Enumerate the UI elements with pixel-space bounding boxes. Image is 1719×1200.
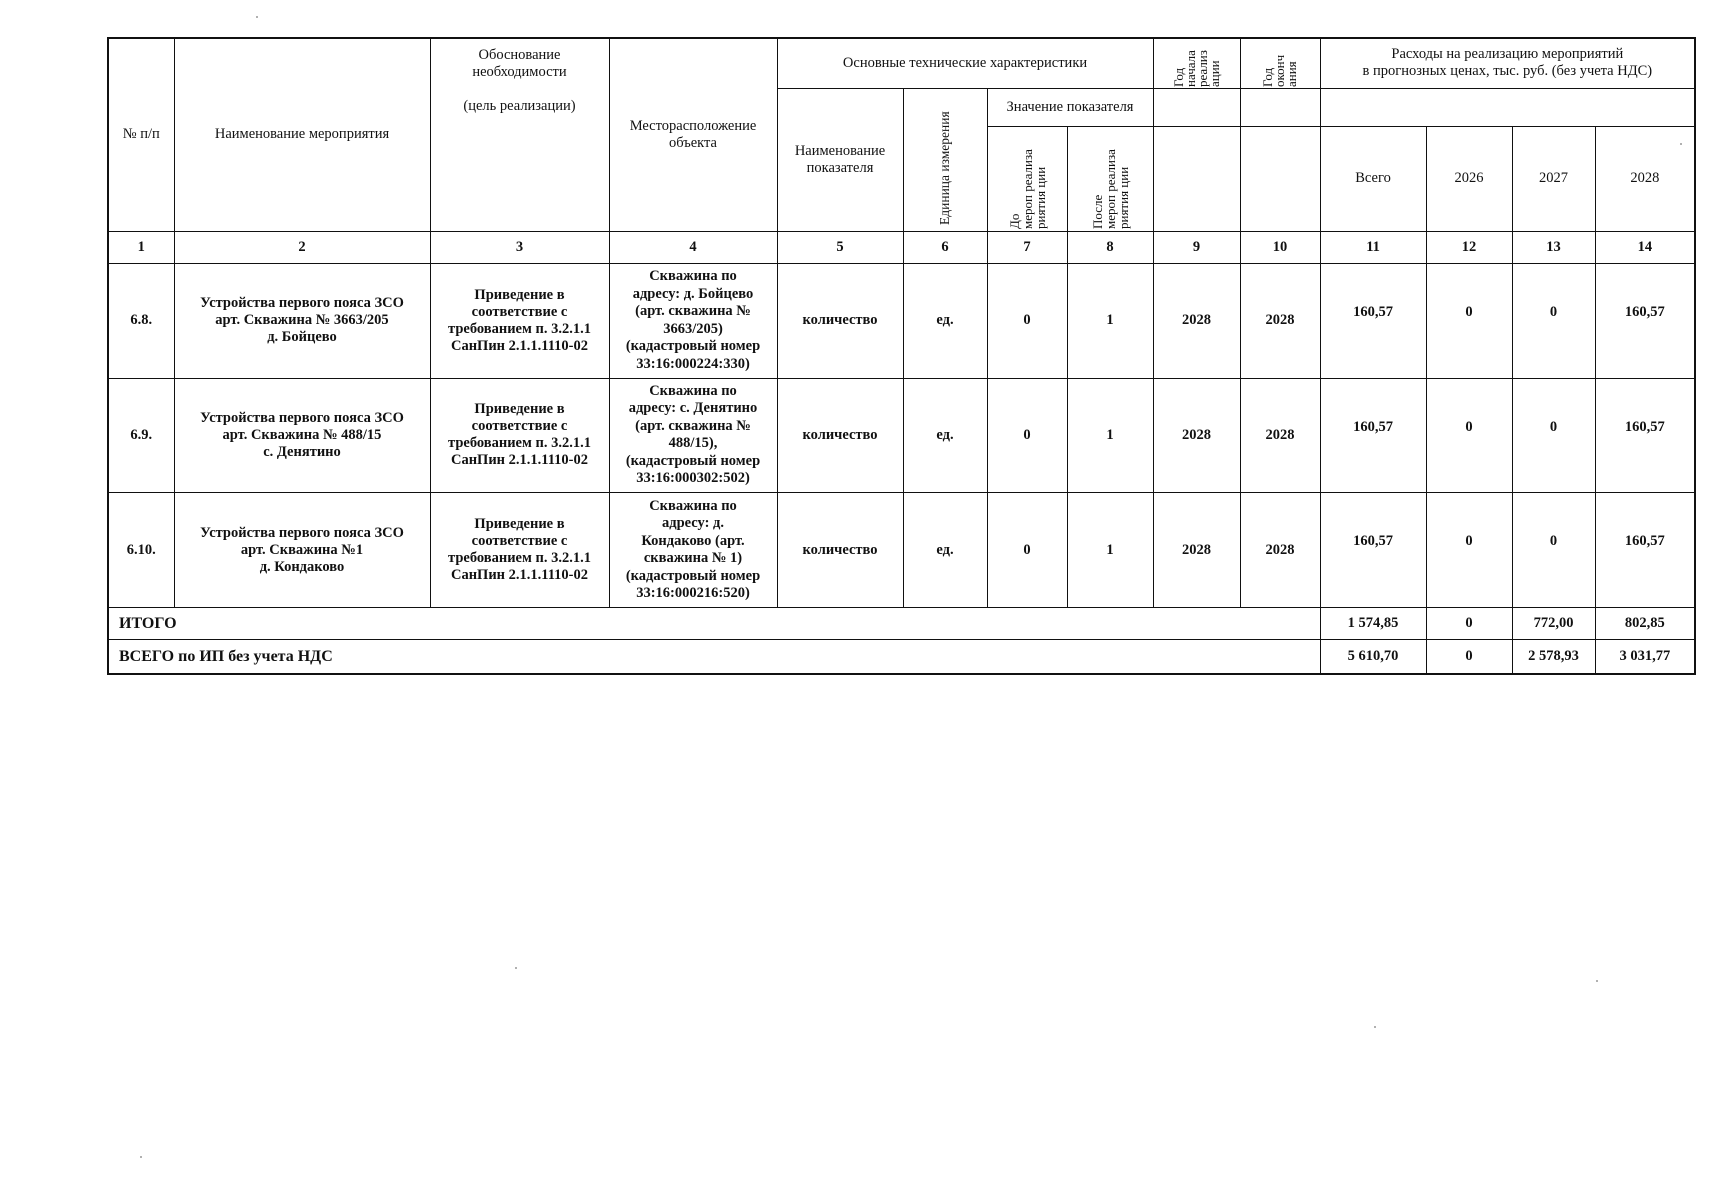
- column-number: 10: [1240, 231, 1320, 263]
- header-end-year: Год оконч ания: [1240, 38, 1320, 88]
- row-number: 6.10.: [108, 493, 174, 608]
- unit: ед.: [903, 493, 987, 608]
- justification: Приведение в соответствие с требованием п. 3.2.1.1 СанПин 2.1.1.1110-02: [430, 378, 609, 493]
- header-2027: 2027: [1512, 127, 1595, 232]
- table-row: [108, 378, 1695, 493]
- header-costs: Расходы на реализацию мероприятий в прогнозных ценах, тыс. руб. (без учета НДС): [1320, 38, 1695, 88]
- column-number: 11: [1320, 231, 1426, 263]
- row-number: 6.9.: [108, 378, 174, 493]
- grand-total-2026: 0: [1426, 640, 1512, 674]
- activity-name: Устройства первого пояса ЗСО арт. Скважина №1 д. Кондаково: [174, 493, 430, 608]
- cost-2028: 160,57: [1595, 493, 1695, 608]
- subtotal-label: ИТОГО: [108, 608, 1320, 640]
- cost-2027: 0: [1512, 493, 1595, 608]
- header-after: После мероп реализа риятия ции: [1067, 127, 1153, 232]
- column-number: 2: [174, 231, 430, 263]
- column-number: 3: [430, 231, 609, 263]
- indicator-name: количество: [777, 263, 903, 378]
- header-number: № п/п: [108, 38, 174, 231]
- table-row: [108, 493, 1695, 608]
- cost-2027: 0: [1512, 378, 1595, 493]
- subtotal-total: 1 574,85: [1320, 608, 1426, 640]
- value-after: 1: [1067, 378, 1153, 493]
- subtotal-2028: 802,85: [1595, 608, 1695, 640]
- cost-2027: 0: [1512, 263, 1595, 378]
- cost-2026: 0: [1426, 493, 1512, 608]
- header-start-year: Год начала реализ ации: [1153, 38, 1240, 88]
- start-year: 2028: [1153, 378, 1240, 493]
- header-unit: Единица измерения: [903, 88, 987, 231]
- end-year: 2028: [1240, 263, 1320, 378]
- header-empty-10b: [1240, 127, 1320, 232]
- value-before: 0: [987, 378, 1067, 493]
- value-after: 1: [1067, 263, 1153, 378]
- scan-speck: [1680, 143, 1682, 145]
- column-number: 8: [1067, 231, 1153, 263]
- cost-total: 160,57: [1320, 263, 1426, 378]
- location: Скважина по адресу: д. Кондаково (арт. скважина № 1) (кадастровый номер 33:16:000216:520): [609, 493, 777, 608]
- column-number: 6: [903, 231, 987, 263]
- header-justification: Обоснование необходимости (цель реализации): [430, 38, 609, 231]
- indicator-name: количество: [777, 378, 903, 493]
- subtotal-row: [108, 608, 1695, 640]
- header-empty-9b: [1153, 127, 1240, 232]
- column-number: 7: [987, 231, 1067, 263]
- investment-program-table: [107, 37, 1696, 675]
- end-year: 2028: [1240, 378, 1320, 493]
- start-year: 2028: [1153, 493, 1240, 608]
- scan-speck: [1374, 1026, 1376, 1028]
- cost-2026: 0: [1426, 263, 1512, 378]
- header-before: До мероп реализа риятия ции: [987, 127, 1067, 232]
- header-location: Месторасположение объекта: [609, 38, 777, 231]
- cost-2026: 0: [1426, 378, 1512, 493]
- cost-total: 160,57: [1320, 493, 1426, 608]
- unit: ед.: [903, 263, 987, 378]
- grand-total-total: 5 610,70: [1320, 640, 1426, 674]
- unit: ед.: [903, 378, 987, 493]
- start-year: 2028: [1153, 263, 1240, 378]
- header-empty-10: [1240, 88, 1320, 126]
- indicator-name: количество: [777, 493, 903, 608]
- justification: Приведение в соответствие с требованием п. 3.2.1.1 СанПин 2.1.1.1110-02: [430, 263, 609, 378]
- value-before: 0: [987, 493, 1067, 608]
- scan-speck: [256, 16, 258, 18]
- header-2028: 2028: [1595, 127, 1695, 232]
- grand-total-2027: 2 578,93: [1512, 640, 1595, 674]
- header-activity-name: Наименование мероприятия: [174, 38, 430, 231]
- column-number: 4: [609, 231, 777, 263]
- subtotal-2027: 772,00: [1512, 608, 1595, 640]
- scan-speck: [1596, 980, 1598, 982]
- column-number: 13: [1512, 231, 1595, 263]
- grand-total-row: [108, 640, 1695, 674]
- row-number: 6.8.: [108, 263, 174, 378]
- column-number: 1: [108, 231, 174, 263]
- activity-name: Устройства первого пояса ЗСО арт. Скважина № 3663/205 д. Бойцево: [174, 263, 430, 378]
- header-total: Всего: [1320, 127, 1426, 232]
- end-year: 2028: [1240, 493, 1320, 608]
- header-empty-costs: [1320, 88, 1695, 126]
- value-after: 1: [1067, 493, 1153, 608]
- header-empty-9: [1153, 88, 1240, 126]
- column-number: 5: [777, 231, 903, 263]
- header-2026: 2026: [1426, 127, 1512, 232]
- scan-speck: [140, 1156, 142, 1158]
- header-tech-characteristics: Основные технические характеристики: [777, 38, 1153, 88]
- justification: Приведение в соответствие с требованием п. 3.2.1.1 СанПин 2.1.1.1110-02: [430, 493, 609, 608]
- scan-speck: [515, 967, 517, 969]
- cost-2028: 160,57: [1595, 378, 1695, 493]
- column-number: 14: [1595, 231, 1695, 263]
- column-number: 12: [1426, 231, 1512, 263]
- cost-2028: 160,57: [1595, 263, 1695, 378]
- cost-total: 160,57: [1320, 378, 1426, 493]
- grand-total-label: ВСЕГО по ИП без учета НДС: [108, 640, 1320, 674]
- activity-name: Устройства первого пояса ЗСО арт. Скважина № 488/15 с. Денятино: [174, 378, 430, 493]
- header-indicator-name: Наименование показателя: [777, 88, 903, 231]
- column-number: 9: [1153, 231, 1240, 263]
- subtotal-2026: 0: [1426, 608, 1512, 640]
- table-row: [108, 263, 1695, 378]
- grand-total-2028: 3 031,77: [1595, 640, 1695, 674]
- location: Скважина по адресу: д. Бойцево (арт. скважина № 3663/205) (кадастровый номер 33:16:000224:330): [609, 263, 777, 378]
- value-before: 0: [987, 263, 1067, 378]
- header-indicator-value: Значение показателя: [987, 88, 1153, 126]
- column-number-row: [108, 231, 1695, 263]
- location: Скважина по адресу: с. Денятино (арт. скважина № 488/15), (кадастровый номер 33:16:000302:502): [609, 378, 777, 493]
